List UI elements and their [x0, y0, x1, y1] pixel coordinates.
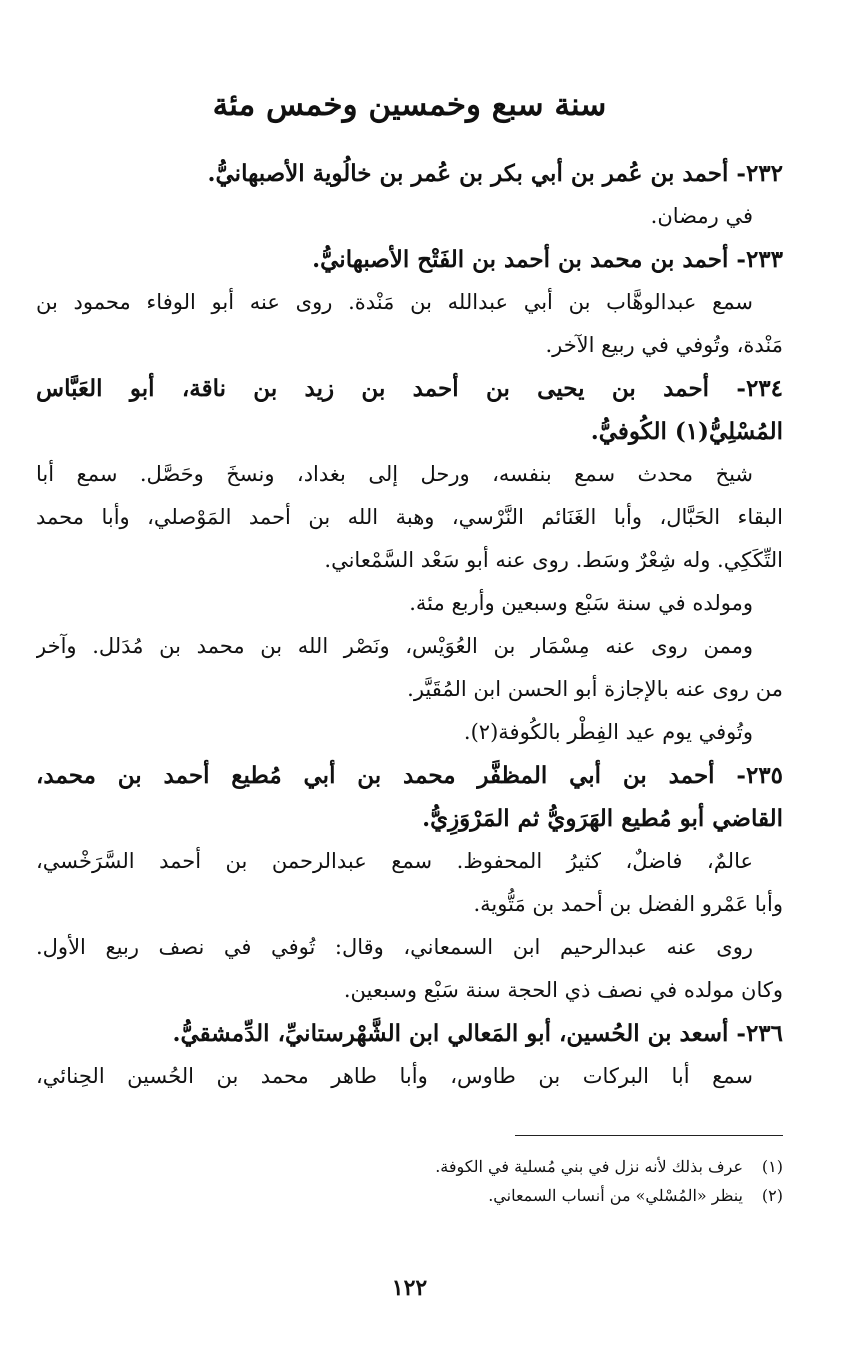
footnote-mark: (٢) — [761, 1186, 783, 1205]
text-line: مَنْدة، وتُوفي في ربيع الآخر. — [545, 333, 783, 357]
text-line: وممن روى عنه مِسْمَار بن العُوَيْس، ونَصْر الله بن محمد بن مُدَلل. وآخر — [36, 634, 753, 658]
text-line: ومولده في سنة سَبْع وسبعين وأربع مئة. — [409, 591, 753, 615]
page-number: ١٢٢ — [391, 1275, 428, 1301]
entry-heading-line: ٢٣٦- أسعد بن الحُسين، أبو المَعالي ابن الشَّهْرستانيِّ، الدِّمشقيُّ. — [172, 1020, 783, 1047]
entry-heading-line: ٢٣٤- أحمد بن يحيى بن أحمد بن زيد بن ناقة، أبو العَبَّاس — [36, 375, 783, 402]
footnote-text: عرف بذلك لأنه نزل في بني مُسلية في الكوفة. — [435, 1157, 743, 1176]
footnotes — [36, 1152, 783, 1210]
entry-heading-line: المُسْلِيُّ(١) الكُوفيُّ. — [590, 418, 783, 445]
entry-heading-line: ٢٣٣- أحمد بن محمد بن أحمد بن الفَتْح الأصبهانيُّ. — [312, 246, 783, 273]
footnote — [36, 1152, 783, 1181]
text-line: التِّكَكِي. وله شِعْرٌ وسَط. روى عنه أبو سَعْد السَّمْعاني. — [324, 548, 783, 572]
text-line: في رمضان. — [650, 204, 753, 228]
text-line: وتُوفي يوم عيد الفِطْر بالكُوفة(٢). — [463, 720, 753, 744]
text-line: وأبا عَمْرو الفضل بن أحمد بن مَتُّوية. — [473, 892, 783, 916]
footnote-text: ينظر «المُسْلي» من أنساب السمعاني. — [488, 1186, 743, 1205]
text-line: عالمٌ، فاضلٌ، كثيرُ المحفوظ. سمع عبدالرحمن بن أحمد السَّرَخْسي، — [36, 849, 753, 873]
book-page — [36, 0, 783, 1365]
text-line: شيخ محدث سمع بنفسه، ورحل إلى بغداد، ونسخَ وحَصَّل. سمع أبا — [36, 462, 753, 486]
page-body — [36, 152, 783, 1098]
text-line: روى عنه عبدالرحيم ابن السمعاني، وقال: تُوفي في نصف ربيع الأول. — [36, 935, 753, 959]
text-line: من روى عنه بالإجازة أبو الحسن ابن المُقَيَّر. — [407, 677, 783, 701]
text-line: وكان مولده في نصف ذي الحجة سنة سَبْع وسبعين. — [343, 978, 783, 1002]
text-line: سمع عبدالوهَّاب بن أبي عبدالله بن مَنْدة. روى عنه أبو الوفاء محمود بن — [36, 290, 753, 314]
section-title: سنة سبع وخمسين وخمس مئة — [212, 87, 607, 123]
text-line: سمع أبا البركات بن طاوس، وأبا طاهر محمد بن الحُسين الحِنائي، — [36, 1064, 753, 1088]
entry-heading-line: ٢٣٢- أحمد بن عُمر بن أبي بكر بن عُمر بن خالُوية الأصبهانيُّ. — [207, 160, 783, 187]
footnote — [36, 1181, 783, 1210]
text-line: البقاء الحَبَّال، وأبا الغَنَائم النَّرْسي، وهبة الله بن أحمد المَوْصلي، وأبا محمد — [36, 505, 783, 529]
footnote-mark: (١) — [761, 1157, 783, 1176]
footnote-separator — [515, 1135, 783, 1136]
entry-heading-line: القاضي أبو مُطيع الهَرَويُّ ثم المَرْوَزِيُّ. — [422, 805, 783, 832]
entry-heading-line: ٢٣٥- أحمد بن أبي المظفَّر محمد بن أبي مُطيع أحمد بن محمد، — [36, 762, 783, 789]
